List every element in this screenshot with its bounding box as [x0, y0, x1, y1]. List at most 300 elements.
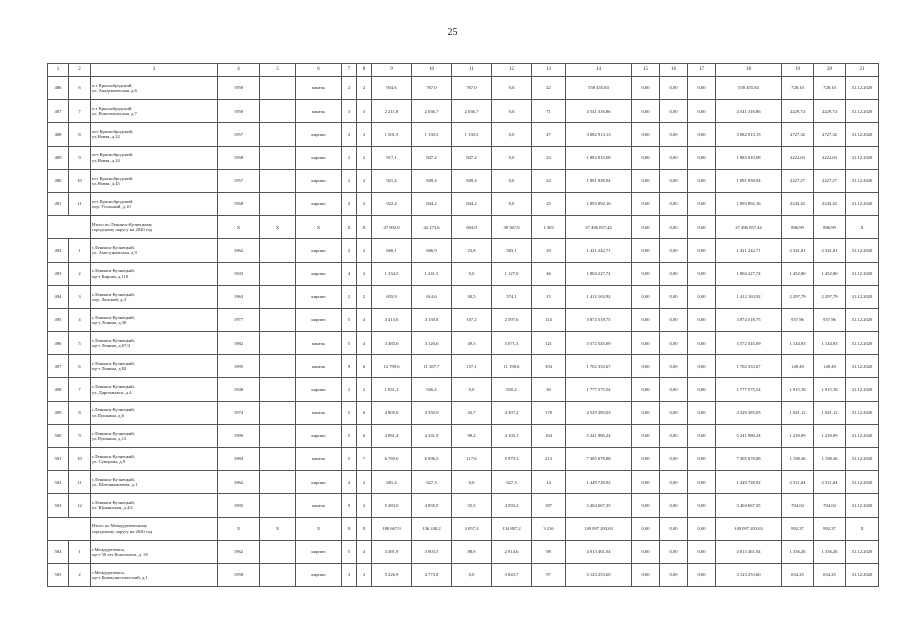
table-cell: 31.12.2020	[846, 146, 879, 169]
table-cell: 4	[357, 308, 372, 331]
table-cell: 6 096,5	[412, 448, 452, 471]
table-cell: 886,99	[814, 216, 846, 239]
table-cell: 0,00	[632, 401, 660, 424]
total-label: Итого по Междуреченскому городскому округу на 2020 год	[91, 517, 218, 540]
table-cell: 583,1	[492, 239, 532, 262]
table-cell: 0,00	[660, 123, 688, 146]
table-cell: 11 190,6	[492, 355, 532, 378]
table-cell: 1 883 010,08	[566, 146, 632, 169]
table-cell: 42 273,6	[412, 216, 452, 239]
table-cell: 886,99	[782, 216, 814, 239]
table-cell: 4	[357, 332, 372, 355]
table-cell: 1 412 163,92	[566, 285, 632, 308]
table-row	[48, 563, 879, 586]
table-cell: 0,00	[632, 285, 660, 308]
table-cell: 2	[357, 239, 372, 262]
table-cell: 9	[342, 355, 357, 378]
table-row	[48, 285, 879, 308]
table-cell	[260, 494, 296, 517]
table-cell: 1 334,5	[372, 262, 412, 285]
table-cell: 0,00	[688, 262, 716, 285]
table-cell: 4 103,1	[492, 424, 532, 447]
table-cell: 31.12.2020	[846, 192, 879, 215]
total-label: Итого по Ленинск-Кузнецкому городскому округу на 2020 год	[91, 216, 218, 239]
table-cell: 12	[69, 494, 91, 517]
table-cell: 627,3	[492, 471, 532, 494]
table-cell: 558 455,84	[716, 77, 782, 100]
table-cell: 134 887,2	[492, 517, 532, 540]
table-cell: 29	[532, 239, 566, 262]
table-row	[48, 239, 879, 262]
table-cell: 0,00	[688, 169, 716, 192]
table-cell: 2243,42	[814, 192, 846, 215]
table-cell: 7	[357, 448, 372, 471]
table-cell: 5	[342, 540, 357, 563]
table-cell: 1	[69, 540, 91, 563]
table-cell: 4 413,6	[372, 308, 412, 331]
table-cell: 4 331,9	[412, 424, 452, 447]
table-cell: 1 210,09	[814, 424, 846, 447]
table-cell	[260, 378, 296, 401]
table-cell: 394	[532, 355, 566, 378]
table-cell: X	[218, 216, 260, 239]
total-row	[48, 216, 879, 239]
table-cell: 3 082 913,13	[716, 123, 782, 146]
table-cell: 0,00	[660, 285, 688, 308]
table-cell: 4 773,8	[412, 563, 452, 586]
table-cell: 3 216	[532, 517, 566, 540]
table-cell	[260, 471, 296, 494]
table-cell: 917,1	[372, 146, 412, 169]
table-cell: 31.12.2020	[846, 100, 879, 123]
column-number: 12	[492, 64, 532, 77]
table-cell: 694,9	[452, 216, 492, 239]
table-cell: 1974	[218, 401, 260, 424]
table-cell	[260, 540, 296, 563]
table-cell: 767,0	[412, 77, 452, 100]
table-cell: 1 449 728,92	[716, 471, 782, 494]
table-cell: 0,00	[660, 262, 688, 285]
column-number: 10	[412, 64, 452, 77]
table-cell: 6	[69, 77, 91, 100]
table-cell: кирпич	[296, 308, 342, 331]
table-cell: 2 211,8	[372, 100, 412, 123]
column-number: 5	[260, 64, 296, 77]
table-cell: 847,2	[412, 146, 452, 169]
table-cell: панель	[296, 494, 342, 517]
table-cell: 926,2	[412, 378, 452, 401]
table-cell: 490	[48, 169, 69, 192]
table-cell: 0,00	[688, 123, 716, 146]
table-cell: 0,00	[688, 100, 716, 123]
column-number: 8	[357, 64, 372, 77]
table-cell: 1958	[218, 192, 260, 215]
table-cell: 0,00	[632, 332, 660, 355]
table-cell	[260, 239, 296, 262]
table-cell: 606,9	[412, 239, 452, 262]
table-cell: 1 421 242,71	[716, 239, 782, 262]
column-number: 6	[296, 64, 342, 77]
table-cell: 0,00	[660, 355, 688, 378]
table-cell: 71	[532, 100, 566, 123]
table-cell: кирпич	[296, 378, 342, 401]
table-cell: 2 297,79	[814, 285, 846, 308]
table-cell: 498	[48, 378, 69, 401]
table-cell: 1 893 892,16	[716, 192, 782, 215]
table-cell: 11	[69, 192, 91, 215]
column-number: 18	[716, 64, 782, 77]
address-cell: г.Ленинск-Кузнецкий, ул. Юрьинская, д.4/2	[91, 494, 218, 517]
table-cell: 2 297,79	[782, 285, 814, 308]
table-cell: 992,37	[814, 517, 846, 540]
table-cell: X	[342, 216, 357, 239]
table-cell: 6	[357, 401, 372, 424]
table-cell: 157,1	[452, 355, 492, 378]
table-cell	[260, 169, 296, 192]
table-cell: 0,00	[660, 146, 688, 169]
table-cell: кирпич	[296, 563, 342, 586]
table-cell: 0,00	[688, 471, 716, 494]
table-cell: 31.12.2020	[846, 448, 879, 471]
table-cell: 5	[342, 424, 357, 447]
table-cell: 0,0	[452, 471, 492, 494]
table-cell: 25	[532, 192, 566, 215]
address-cell: г.Междуреченск, пр-т 50 лет Комсомола, д. 35	[91, 540, 218, 563]
table-cell: 5 979,3	[492, 448, 532, 471]
table-cell: 187	[532, 494, 566, 517]
table-cell: 0,00	[688, 424, 716, 447]
table-cell: 10	[69, 448, 91, 471]
table-cell: 844,2	[452, 192, 492, 215]
table-cell: 149 097 203,63	[716, 517, 782, 540]
address-cell: пгт Краснобродский, пер. Угольный, д.10	[91, 192, 218, 215]
table-cell: 49,3	[452, 332, 492, 355]
table-cell: 2	[342, 285, 357, 308]
table-cell: панель	[296, 100, 342, 123]
table-cell: 5 483,0	[372, 494, 412, 517]
table-cell: 1 130,5	[412, 123, 452, 146]
table-cell: 23,8	[452, 239, 492, 262]
table-cell: 31.12.2020	[846, 471, 879, 494]
table-cell: 0,00	[660, 563, 688, 586]
table-row	[48, 355, 879, 378]
table-cell: 97	[532, 563, 566, 586]
table-cell: 1977	[218, 308, 260, 331]
table-row	[48, 494, 879, 517]
table-cell: 1 915,18	[814, 378, 846, 401]
address-cell: г.Ленинск-Кузнецкий, ул. Суворова, д.9	[91, 448, 218, 471]
table-cell: X	[260, 517, 296, 540]
table-cell: 0,00	[632, 100, 660, 123]
table-cell: 1995	[218, 494, 260, 517]
table-cell: 1962	[218, 471, 260, 494]
table-cell: 660,1	[372, 239, 412, 262]
table-cell: 2	[357, 285, 372, 308]
address-cell: г.Ленинск-Кузнецкий, пр-т Ленина, д.30	[91, 308, 218, 331]
column-number: 16	[660, 64, 688, 77]
table-cell: 1958	[218, 100, 260, 123]
table-cell: 0,00	[688, 448, 716, 471]
table-cell: 0,00	[632, 146, 660, 169]
table-cell: 0,00	[660, 332, 688, 355]
column-number: 3	[91, 64, 218, 77]
table-cell: 98	[532, 540, 566, 563]
address-cell: г.Ленинск-Кузнецкий, пр-т Ленина, д.67/4	[91, 332, 218, 355]
table-cell: 3	[342, 100, 357, 123]
table-cell: 0,00	[660, 239, 688, 262]
table-cell: 0,00	[660, 471, 688, 494]
table-cell: 844,2	[412, 192, 452, 215]
table-cell: кирпич	[296, 192, 342, 215]
table-cell: 31.12.2020	[846, 494, 879, 517]
table-cell: 1 130,5	[452, 123, 492, 146]
table-cell: 46	[532, 262, 566, 285]
table-cell: 0,0	[492, 169, 532, 192]
table-cell: 1 336,26	[814, 540, 846, 563]
table-cell: 574,1	[492, 285, 532, 308]
table-cell: 178	[532, 401, 566, 424]
table-row	[48, 448, 879, 471]
table-cell: 4 013 461,04	[716, 540, 782, 563]
table-cell: 992,37	[782, 517, 814, 540]
table-cell: 117,6	[452, 448, 492, 471]
table-cell: 40,5	[452, 285, 492, 308]
table-cell: 14	[532, 471, 566, 494]
column-number: 15	[632, 64, 660, 77]
table-cell: кирпич	[296, 540, 342, 563]
table-cell: 835,2	[492, 378, 532, 401]
table-cell: 7	[69, 100, 91, 123]
table-cell: 5	[69, 332, 91, 355]
table-cell: 1958	[218, 563, 260, 586]
table-cell: X	[296, 517, 342, 540]
table-cell: 501	[48, 448, 69, 471]
table-cell: 0,0	[492, 77, 532, 100]
table-cell: 31.12.2020	[846, 563, 879, 586]
table-cell: 0,00	[660, 517, 688, 540]
table-cell: 1 041,12	[814, 401, 846, 424]
table-cell: 22	[532, 77, 566, 100]
table-cell: 9	[69, 146, 91, 169]
table-row	[48, 77, 879, 100]
table-cell: 0,00	[632, 448, 660, 471]
table-cell: 2222,63	[782, 146, 814, 169]
table-cell: 614,6	[412, 285, 452, 308]
empty-cell	[48, 517, 91, 540]
table-cell: 4	[357, 540, 372, 563]
table-cell: 921,4	[372, 169, 412, 192]
table-cell: X	[357, 216, 372, 239]
address-cell: г.Ленинск-Кузнецкий, пр-т Кирова, д.118	[91, 262, 218, 285]
table-cell: 0,00	[660, 77, 688, 100]
table-cell: 7 305 678,88	[716, 448, 782, 471]
table-cell: 1 144,83	[814, 332, 846, 355]
table-cell: 937,96	[782, 308, 814, 331]
table-cell: 847,2	[452, 146, 492, 169]
table-cell: 495	[48, 308, 69, 331]
table-cell: X	[218, 517, 260, 540]
table-cell: 1 412 163,92	[716, 285, 782, 308]
table-cell: 6	[357, 424, 372, 447]
table-cell: 922,4	[372, 192, 412, 215]
table-cell: 4 593,2	[492, 494, 532, 517]
table-cell: 2	[357, 169, 372, 192]
table-cell: 2227,27	[782, 169, 814, 192]
table-cell: 0,00	[660, 494, 688, 517]
table-cell: 934,6	[372, 77, 412, 100]
table-cell: X	[342, 517, 357, 540]
table-cell: 31.12.2020	[846, 378, 879, 401]
address-cell: пгт Краснобродский, ул.Новая, д.22	[91, 123, 218, 146]
column-number: 11	[452, 64, 492, 77]
table-cell: 0,00	[688, 355, 716, 378]
table-cell: 0,00	[660, 378, 688, 401]
table-cell: 4 307,2	[492, 401, 532, 424]
table-cell: 655,9	[372, 285, 412, 308]
table-row	[48, 540, 879, 563]
table-cell: 31.12.2020	[846, 424, 879, 447]
table-cell: 31.12.2020	[846, 77, 879, 100]
table-cell: 2	[357, 77, 372, 100]
table-cell: 107,2	[452, 308, 492, 331]
table-cell: 1	[69, 239, 91, 262]
table-cell: 0,00	[632, 123, 660, 146]
table-cell: 0,00	[632, 540, 660, 563]
table-cell: 0,0	[452, 262, 492, 285]
table-cell: 31.12.2020	[846, 123, 879, 146]
table-cell: 0,00	[688, 332, 716, 355]
table-cell	[260, 332, 296, 355]
table-cell: 704,04	[782, 494, 814, 517]
table-cell: 1 915,18	[782, 378, 814, 401]
table-row	[48, 262, 879, 285]
column-number: 4	[218, 64, 260, 77]
table-cell	[260, 192, 296, 215]
table-cell: 0,00	[660, 424, 688, 447]
column-number: 9	[372, 64, 412, 77]
table-cell: 504	[48, 540, 69, 563]
table-cell: 494	[48, 285, 69, 308]
table-cell: 2	[357, 192, 372, 215]
table-cell: 2227,27	[814, 169, 846, 192]
table-cell: 704,04	[814, 494, 846, 517]
column-number: 19	[782, 64, 814, 77]
table-cell: 2	[357, 262, 372, 285]
table-cell: 1995	[218, 355, 260, 378]
table-cell: 31.12.2020	[846, 401, 879, 424]
table-cell: 47 002,0	[372, 216, 412, 239]
table-cell: 1 452,80	[814, 262, 846, 285]
table-cell: 2 311,04	[814, 471, 846, 494]
table-cell: 0,0	[452, 378, 492, 401]
table-cell: 0,00	[632, 169, 660, 192]
table-cell: 4	[69, 308, 91, 331]
table-cell: 0,00	[632, 563, 660, 586]
table-cell: 0,0	[492, 123, 532, 146]
table-cell: 9	[342, 494, 357, 517]
table-cell: 0,00	[632, 239, 660, 262]
table-cell: 1 051,2	[372, 378, 412, 401]
table-cell: 1963	[218, 285, 260, 308]
table-cell: 5 226,9	[372, 563, 412, 586]
table-cell: кирпич	[296, 424, 342, 447]
table-cell: 3 123 253,60	[716, 563, 782, 586]
table-cell: 849,4	[412, 169, 452, 192]
table-cell	[260, 448, 296, 471]
table-cell: 2 341,81	[782, 239, 814, 262]
table-cell: 4 541 316,86	[566, 100, 632, 123]
table-cell: 11	[69, 471, 91, 494]
table-cell: 0,00	[688, 378, 716, 401]
table-cell: 3	[357, 563, 372, 586]
table-cell: 2727,32	[782, 123, 814, 146]
table-cell: 1 449 728,92	[566, 471, 632, 494]
table-cell: 2	[69, 262, 91, 285]
table-cell: 1 198,36	[814, 448, 846, 471]
table-cell: 164	[532, 424, 566, 447]
table-cell: 4 805,6	[372, 401, 412, 424]
table-cell: 2 036,7	[412, 100, 452, 123]
table-cell: X	[296, 216, 342, 239]
table-cell: 1 210,09	[782, 424, 814, 447]
table-cell: 1 893 892,16	[566, 192, 632, 215]
table-cell: 2 036,7	[452, 100, 492, 123]
table-cell: 0,00	[632, 517, 660, 540]
table-cell: 3 003,5	[412, 540, 452, 563]
table-cell: 3 843,7	[492, 563, 532, 586]
address-cell: п.т Краснобродский, ул. Академическая, д.6	[91, 77, 218, 100]
table-cell: 728,10	[782, 77, 814, 100]
table-cell: 497	[48, 355, 69, 378]
table-cell: 2	[357, 494, 372, 517]
table-cell: 4	[342, 262, 357, 285]
table-cell: 0,00	[632, 262, 660, 285]
table-cell	[260, 401, 296, 424]
table-cell: 4 835,9	[412, 494, 452, 517]
table-cell: 493	[48, 262, 69, 285]
table-cell	[260, 285, 296, 308]
table-cell: 0,00	[660, 169, 688, 192]
table-cell: 4 057,3	[452, 517, 492, 540]
table-cell: 2 597,6	[492, 308, 532, 331]
table-cell: 2	[357, 146, 372, 169]
table-cell: 1 198,36	[782, 448, 814, 471]
table-cell: 1943	[218, 262, 260, 285]
page-number: 25	[447, 27, 458, 38]
table-cell: панель	[296, 355, 342, 378]
table-cell: 3 123 253,60	[566, 563, 632, 586]
table-cell: 2229,74	[814, 100, 846, 123]
table-cell: кирпич	[296, 239, 342, 262]
table-cell: 2243,42	[782, 192, 814, 215]
table-cell	[260, 262, 296, 285]
table-cell: 728,10	[814, 77, 846, 100]
table-cell: 0,00	[688, 239, 716, 262]
table-cell: 136 240,2	[412, 517, 452, 540]
table-cell: 23	[532, 146, 566, 169]
table-cell: 0,00	[632, 77, 660, 100]
table-cell: 0,00	[660, 401, 688, 424]
table-cell: 55,3	[452, 494, 492, 517]
table-cell: 149 097 203,63	[566, 517, 632, 540]
table-cell: 0,00	[632, 308, 660, 331]
table-cell: 0,00	[632, 471, 660, 494]
table-cell: 0,0	[492, 100, 532, 123]
table-cell: 2 914,6	[492, 540, 532, 563]
table-cell: 121	[532, 332, 566, 355]
table-cell: 488	[48, 123, 69, 146]
table-cell: 0,00	[660, 540, 688, 563]
